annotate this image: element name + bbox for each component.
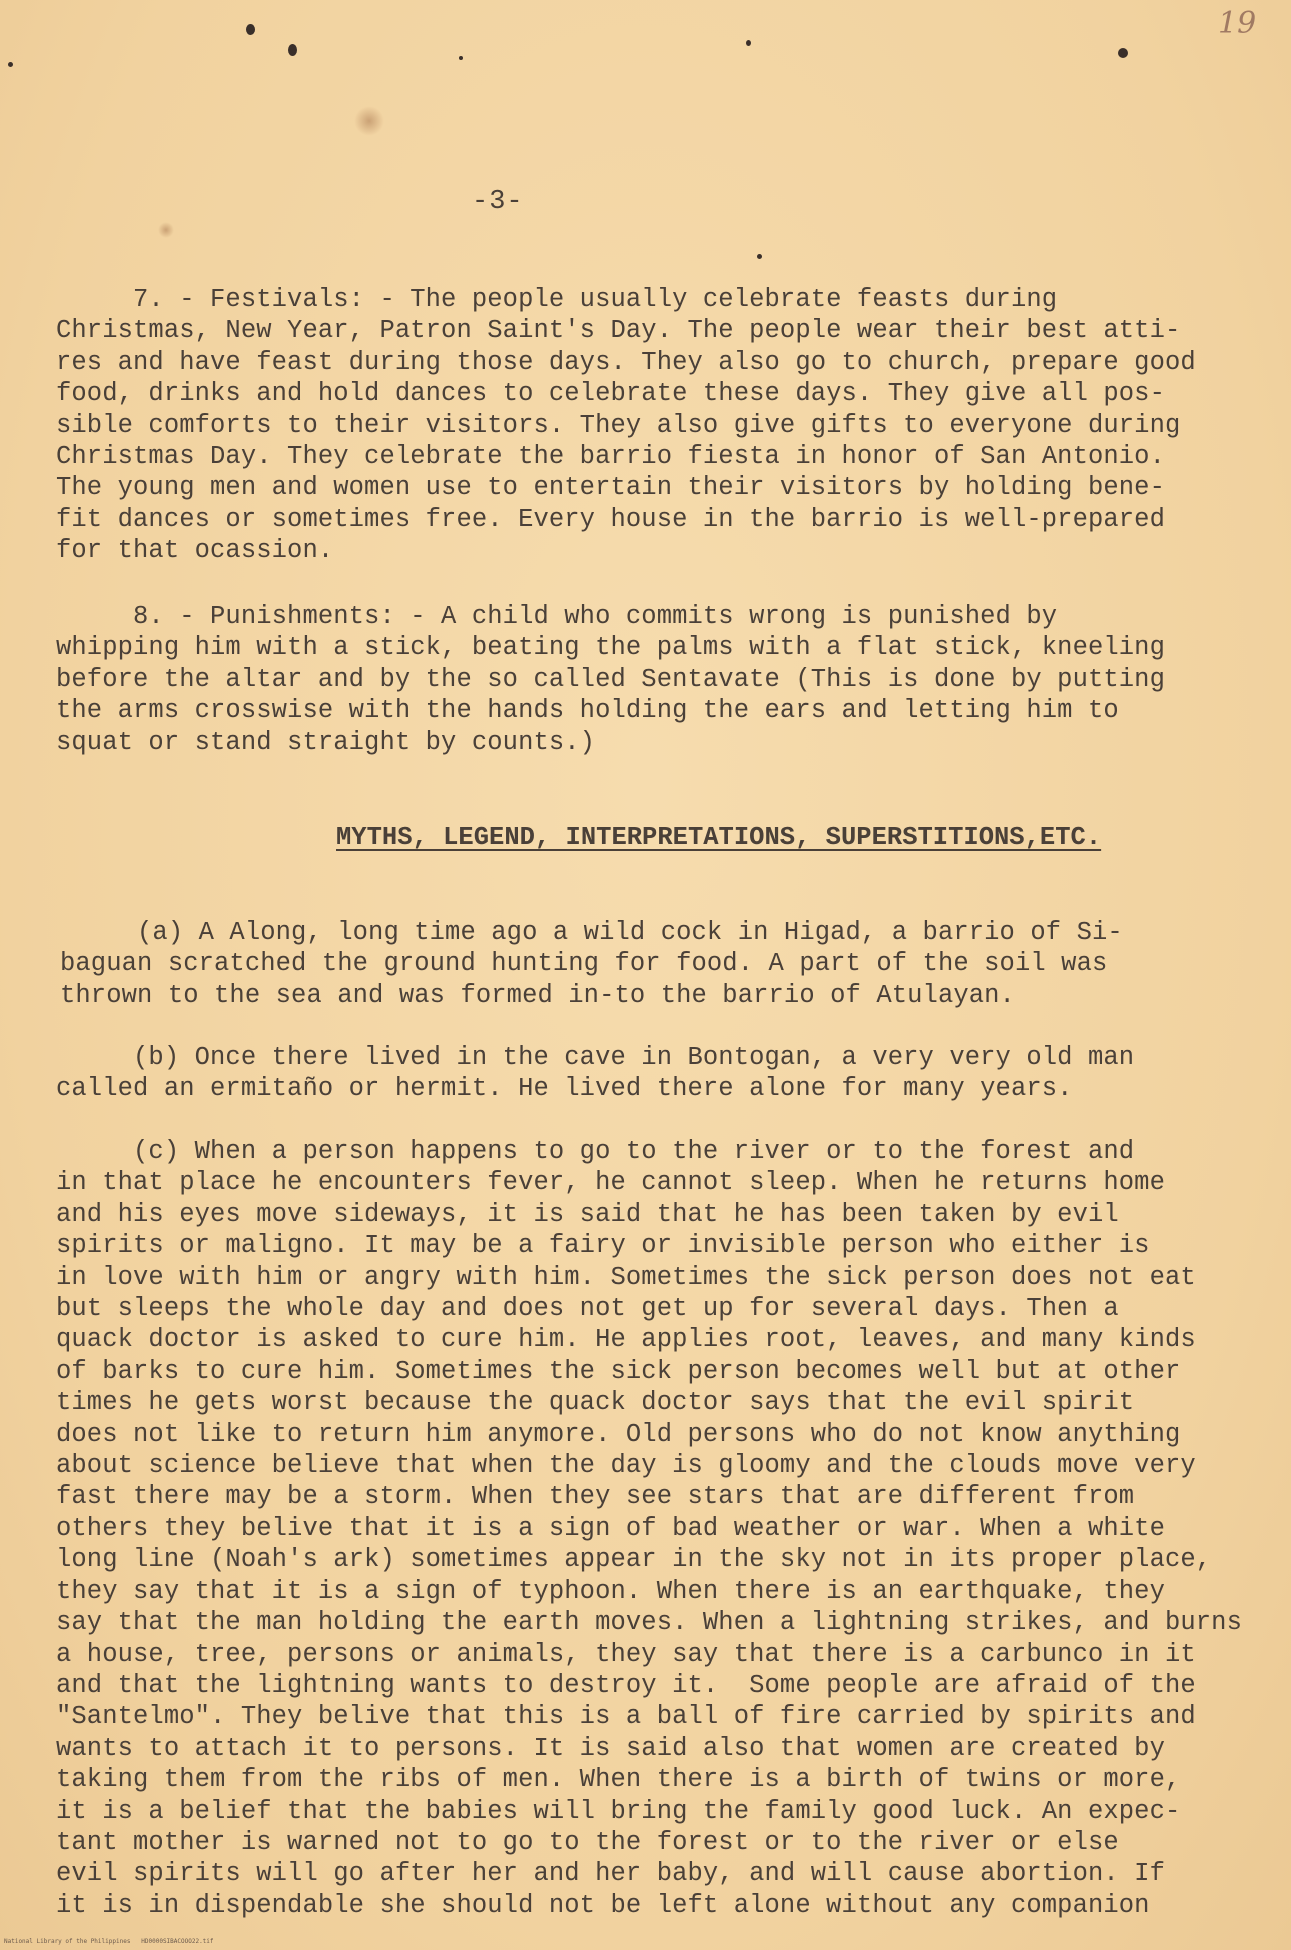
- ink-speck: [246, 24, 255, 35]
- myth-a-paragraph: (a) A Along, long time ago a wild cock in Higad, a barrio of Si- baguan scratched the ground hunting for food. A part of the soil was thrown to the sea and was formed in-to the barrio of Atulayan.: [60, 918, 1123, 1010]
- ink-speck: [746, 40, 751, 46]
- ink-speck: [288, 44, 297, 56]
- ink-speck: [459, 56, 463, 60]
- handwritten-page-mark: 19: [1218, 6, 1257, 41]
- punishments-paragraph: 8. - Punishments: - A child who commits wrong is punished by whipping him with a stick, beating the palms with a flat stick, kneeling before the altar and by the so called Sentavate (This is done by putting the arms crosswise with the hands holding the ears and letting him to squat or stand straight by counts.): [56, 602, 1165, 757]
- ink-speck: [8, 62, 13, 67]
- festivals-paragraph: 7. - Festivals: - The people usually celebrate feasts during Christmas, New Year, Patron Saint's Day. The people wear their best atti- res and have feast during those days. They also go to church, prepare good food, drinks and hold dances to celebrate these days. They give all pos- sible comforts to their visitors. They also give gifts to everyone during Christmas Day. They celebrate the barrio fiesta in honor of San Antonio. The young men and women use to entertain their visitors by holding bene- fit dances or sometimes free. Every house in the barrio is well-prepared for that ocassion.: [56, 285, 1196, 566]
- ink-speck: [1118, 48, 1128, 58]
- myth-b-paragraph: (b) Once there lived in the cave in Bontogan, a very very old man called an ermitaño or hermit. He lived there alone for many years.: [56, 1043, 1135, 1104]
- page-number: -3-: [472, 187, 524, 217]
- myth-c-paragraph: (c) When a person happens to go to the river or to the forest and in that place he encounters fever, he cannot sleep. When he returns home and his eyes move sideways, it is said that he has been taken by evil spirits or maligno. It may be a fairy or invisible person who either is in love with him or angry with him. Sometimes the sick person does not eat but sleeps the whole day and does not get up for several days. Then a quack doctor is asked to cure him. He applies root, leaves, and many kinds of barks to cure him. Sometimes the sick person becomes well but at other times he gets worst because the quack doctor says that the evil spirit does not like to return him anymore. Old persons who do not know anything about science believe that when the day is gloomy and the clouds move very fast there may be a storm. When they see stars that are different from others they belive that it is a sign of bad weather or war. When a white long line (Noah's ark) sometimes appear in the sky not in its proper place, they say that it is a sign of typhoon. When there is an earthquake, they say that the man holding the earth moves. When a lightning strikes, and burns a house, tree, persons or animals, they say that there is a carbunco in it and that the lightning wants to destroy it. Some people are afraid of the "Santelmo". They belive that this is a ball of fire carried by spirits and wants to attach it to persons. It is said also that women are created by taking them from the ribs of men. When there is a birth of twins or more, it is a belief that the babies will bring the family good luck. An expec- tant mother is warned not to go to the forest or to the river or else evil spirits will go after her and her baby, and will cause abortion. If it is in dispendable she should not be left alone without any companion: [56, 1137, 1242, 1920]
- archive-footer: National Library of the Philippines HD0000SIBACOOO22.tif: [4, 1938, 214, 1945]
- paper-stain: [158, 222, 174, 238]
- section-heading: MYTHS, LEGEND, INTERPRETATIONS, SUPERSTITIONS,ETC.: [336, 823, 1102, 852]
- paper-stain: [354, 106, 384, 136]
- ink-speck: [757, 254, 762, 259]
